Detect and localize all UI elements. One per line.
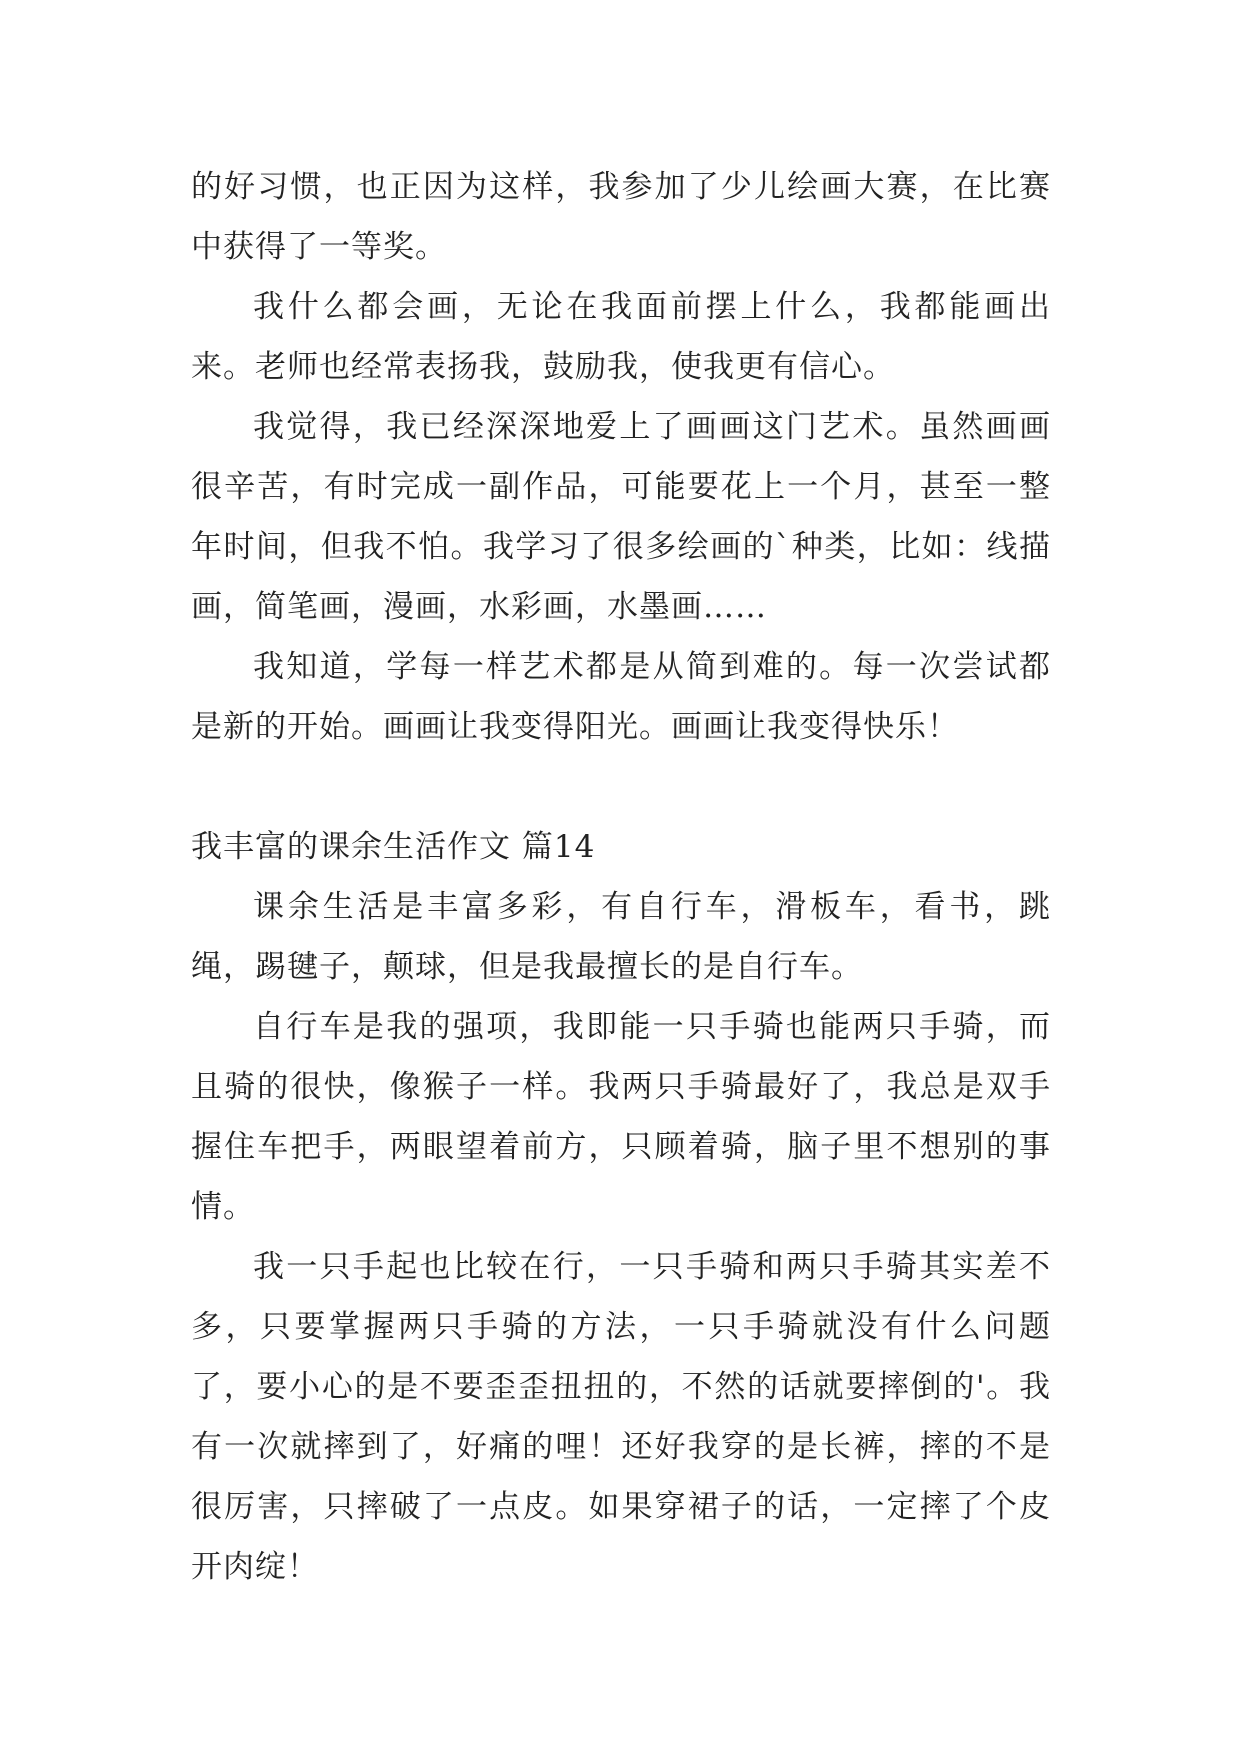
document-page bbox=[191, 157, 1051, 1597]
paragraph: 课余生活是丰富多彩，有自行车，滑板车，看书，跳绳，踢毽子，颠球，但是我最擅长的是自行车。 bbox=[191, 889, 1051, 985]
paragraph: 我觉得，我已经深深地爱上了画画这门艺术。虽然画画很辛苦，有时完成一副作品，可能要花上一个月，甚至一整年时间，但我不怕。我学习了很多绘画的`种类，比如：线描画，简笔画，漫画，水彩画，水墨画…… bbox=[191, 409, 1051, 625]
paragraph: 自行车是我的强项，我即能一只手骑也能两只手骑，而且骑的很快，像猴子一样。我两只手骑最好了，我总是双手握住车把手，两眼望着前方，只顾着骑，脑子里不想别的事情。 bbox=[191, 1009, 1051, 1225]
paragraph: 我一只手起也比较在行，一只手骑和两只手骑其实差不多，只要掌握两只手骑的方法，一只手骑就没有什么问题了，要小心的是不要歪歪扭扭的，不然的话就要摔倒的'。我有一次就摔到了，好痛的哩！还好我穿的是长裤，摔的不是很厉害，只摔破了一点皮。如果穿裙子的话，一定摔了个皮开肉绽！ bbox=[191, 1249, 1051, 1585]
section-heading: 我丰富的课余生活作文 篇14 bbox=[191, 829, 596, 865]
paragraph: 我知道，学每一样艺术都是从简到难的。每一次尝试都是新的开始。画画让我变得阳光。画画让我变得快乐！ bbox=[191, 649, 1051, 745]
paragraph-continued: 的好习惯，也正因为这样，我参加了少儿绘画大赛，在比赛中获得了一等奖。 bbox=[191, 169, 1051, 265]
paragraph: 我什么都会画，无论在我面前摆上什么，我都能画出来。老师也经常表扬我，鼓励我，使我更有信心。 bbox=[191, 289, 1051, 385]
